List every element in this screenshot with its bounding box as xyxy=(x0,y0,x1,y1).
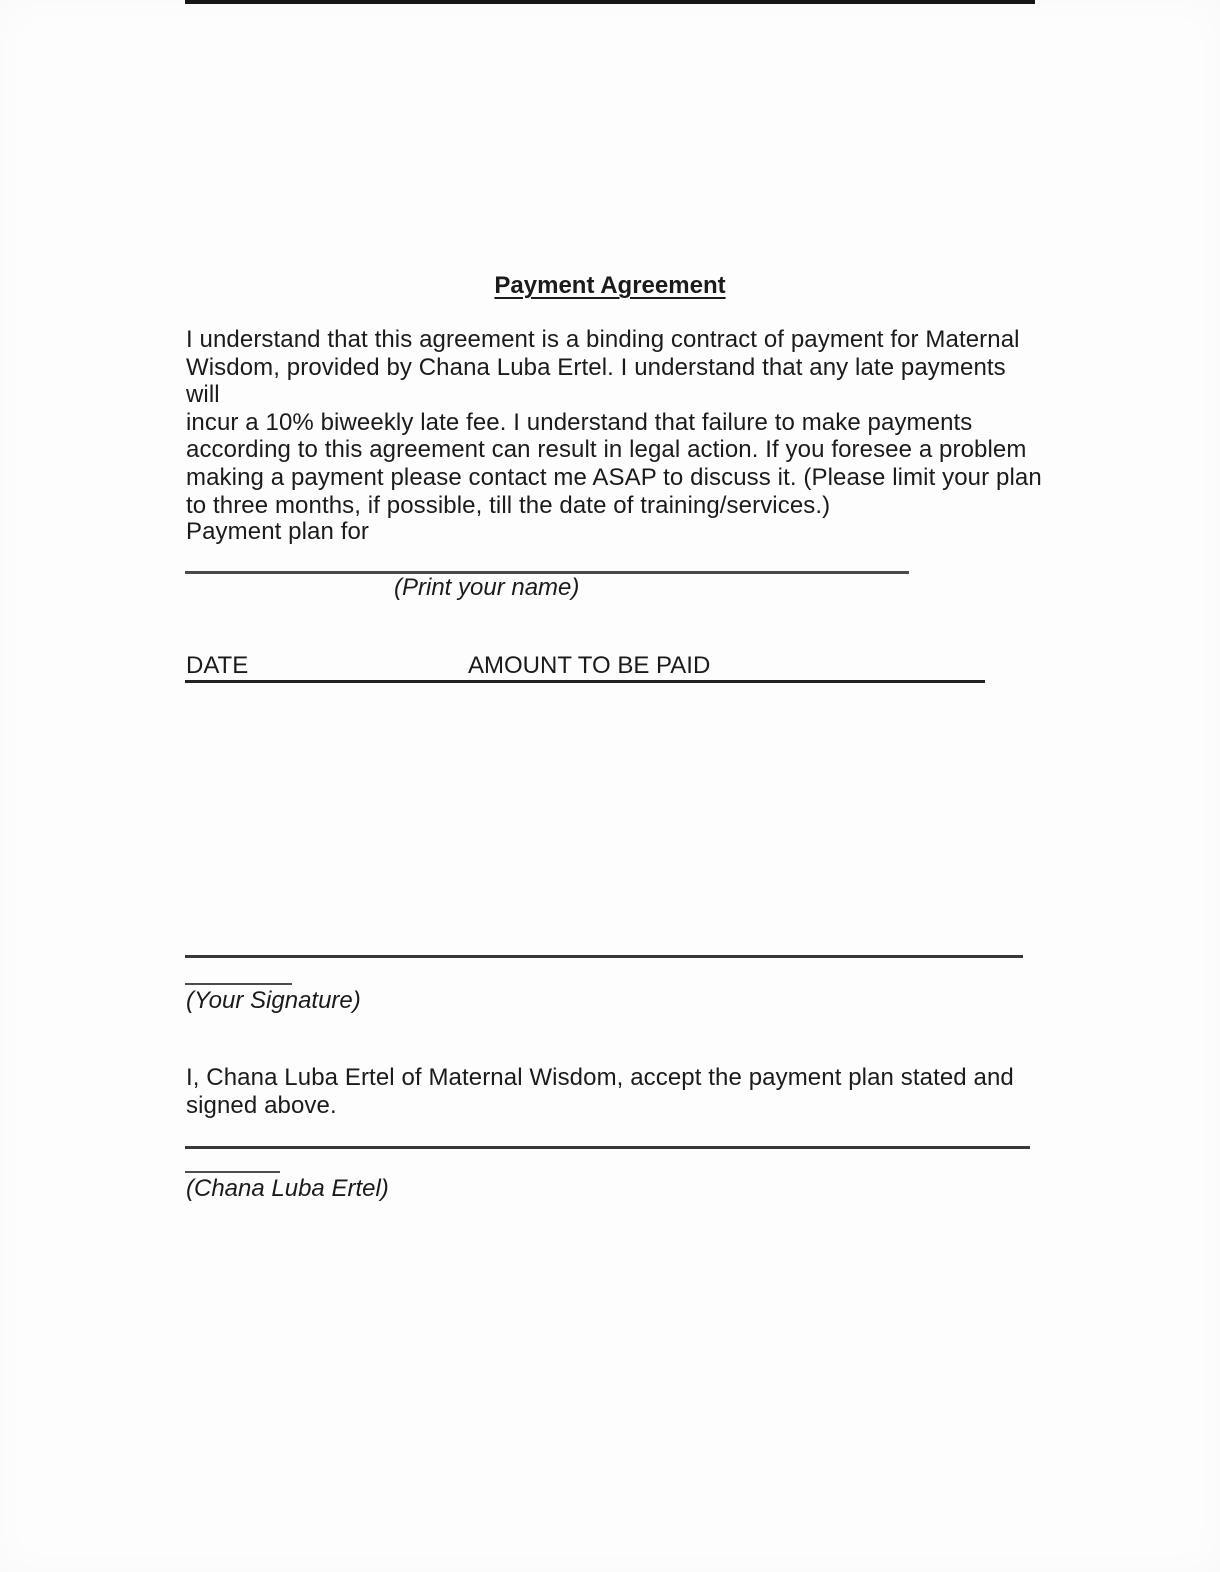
intro-line: Wisdom, provided by Chana Luba Ertel. I understand that any late payments will xyxy=(186,353,1006,409)
payment-row-line xyxy=(185,0,1035,4)
provider-signature-line xyxy=(185,1146,1030,1149)
provider-signature-caption: (Chana Luba Ertel) xyxy=(186,1175,389,1202)
intro-line: incur a 10% biweekly late fee. I understand that failure to make payments xyxy=(186,408,973,436)
payment-plan-label: Payment plan for xyxy=(186,518,370,545)
amount-column-header: AMOUNT TO BE PAID xyxy=(468,652,711,679)
intro-line: making a payment please contact me ASAP to discuss it. (Please limit your plan xyxy=(186,463,1042,491)
intro-line: according to this agreement can result in legal action. If you foresee a problem xyxy=(186,436,1027,464)
client-signature-line-stub xyxy=(185,983,292,985)
acceptance-line: I, Chana Luba Ertel of Maternal Wisdom, accept the payment plan stated and xyxy=(186,1064,1014,1091)
acceptance-line: signed above. xyxy=(186,1091,337,1119)
client-signature-line xyxy=(185,955,1023,958)
print-name-caption: (Print your name) xyxy=(394,574,580,601)
provider-signature-line-stub xyxy=(185,1171,280,1173)
intro-line: I understand that this agreement is a binding contract of payment for Maternal xyxy=(186,326,1020,353)
acceptance-paragraph xyxy=(186,1064,1046,1119)
payment-table-header xyxy=(185,653,985,683)
client-signature-caption: (Your Signature) xyxy=(186,987,361,1014)
date-column-header: DATE xyxy=(186,652,249,679)
intro-line: to three months, if possible, till the date of training/services.) xyxy=(186,491,831,519)
page-title: Payment Agreement xyxy=(494,272,726,299)
intro-paragraph xyxy=(186,326,1046,519)
